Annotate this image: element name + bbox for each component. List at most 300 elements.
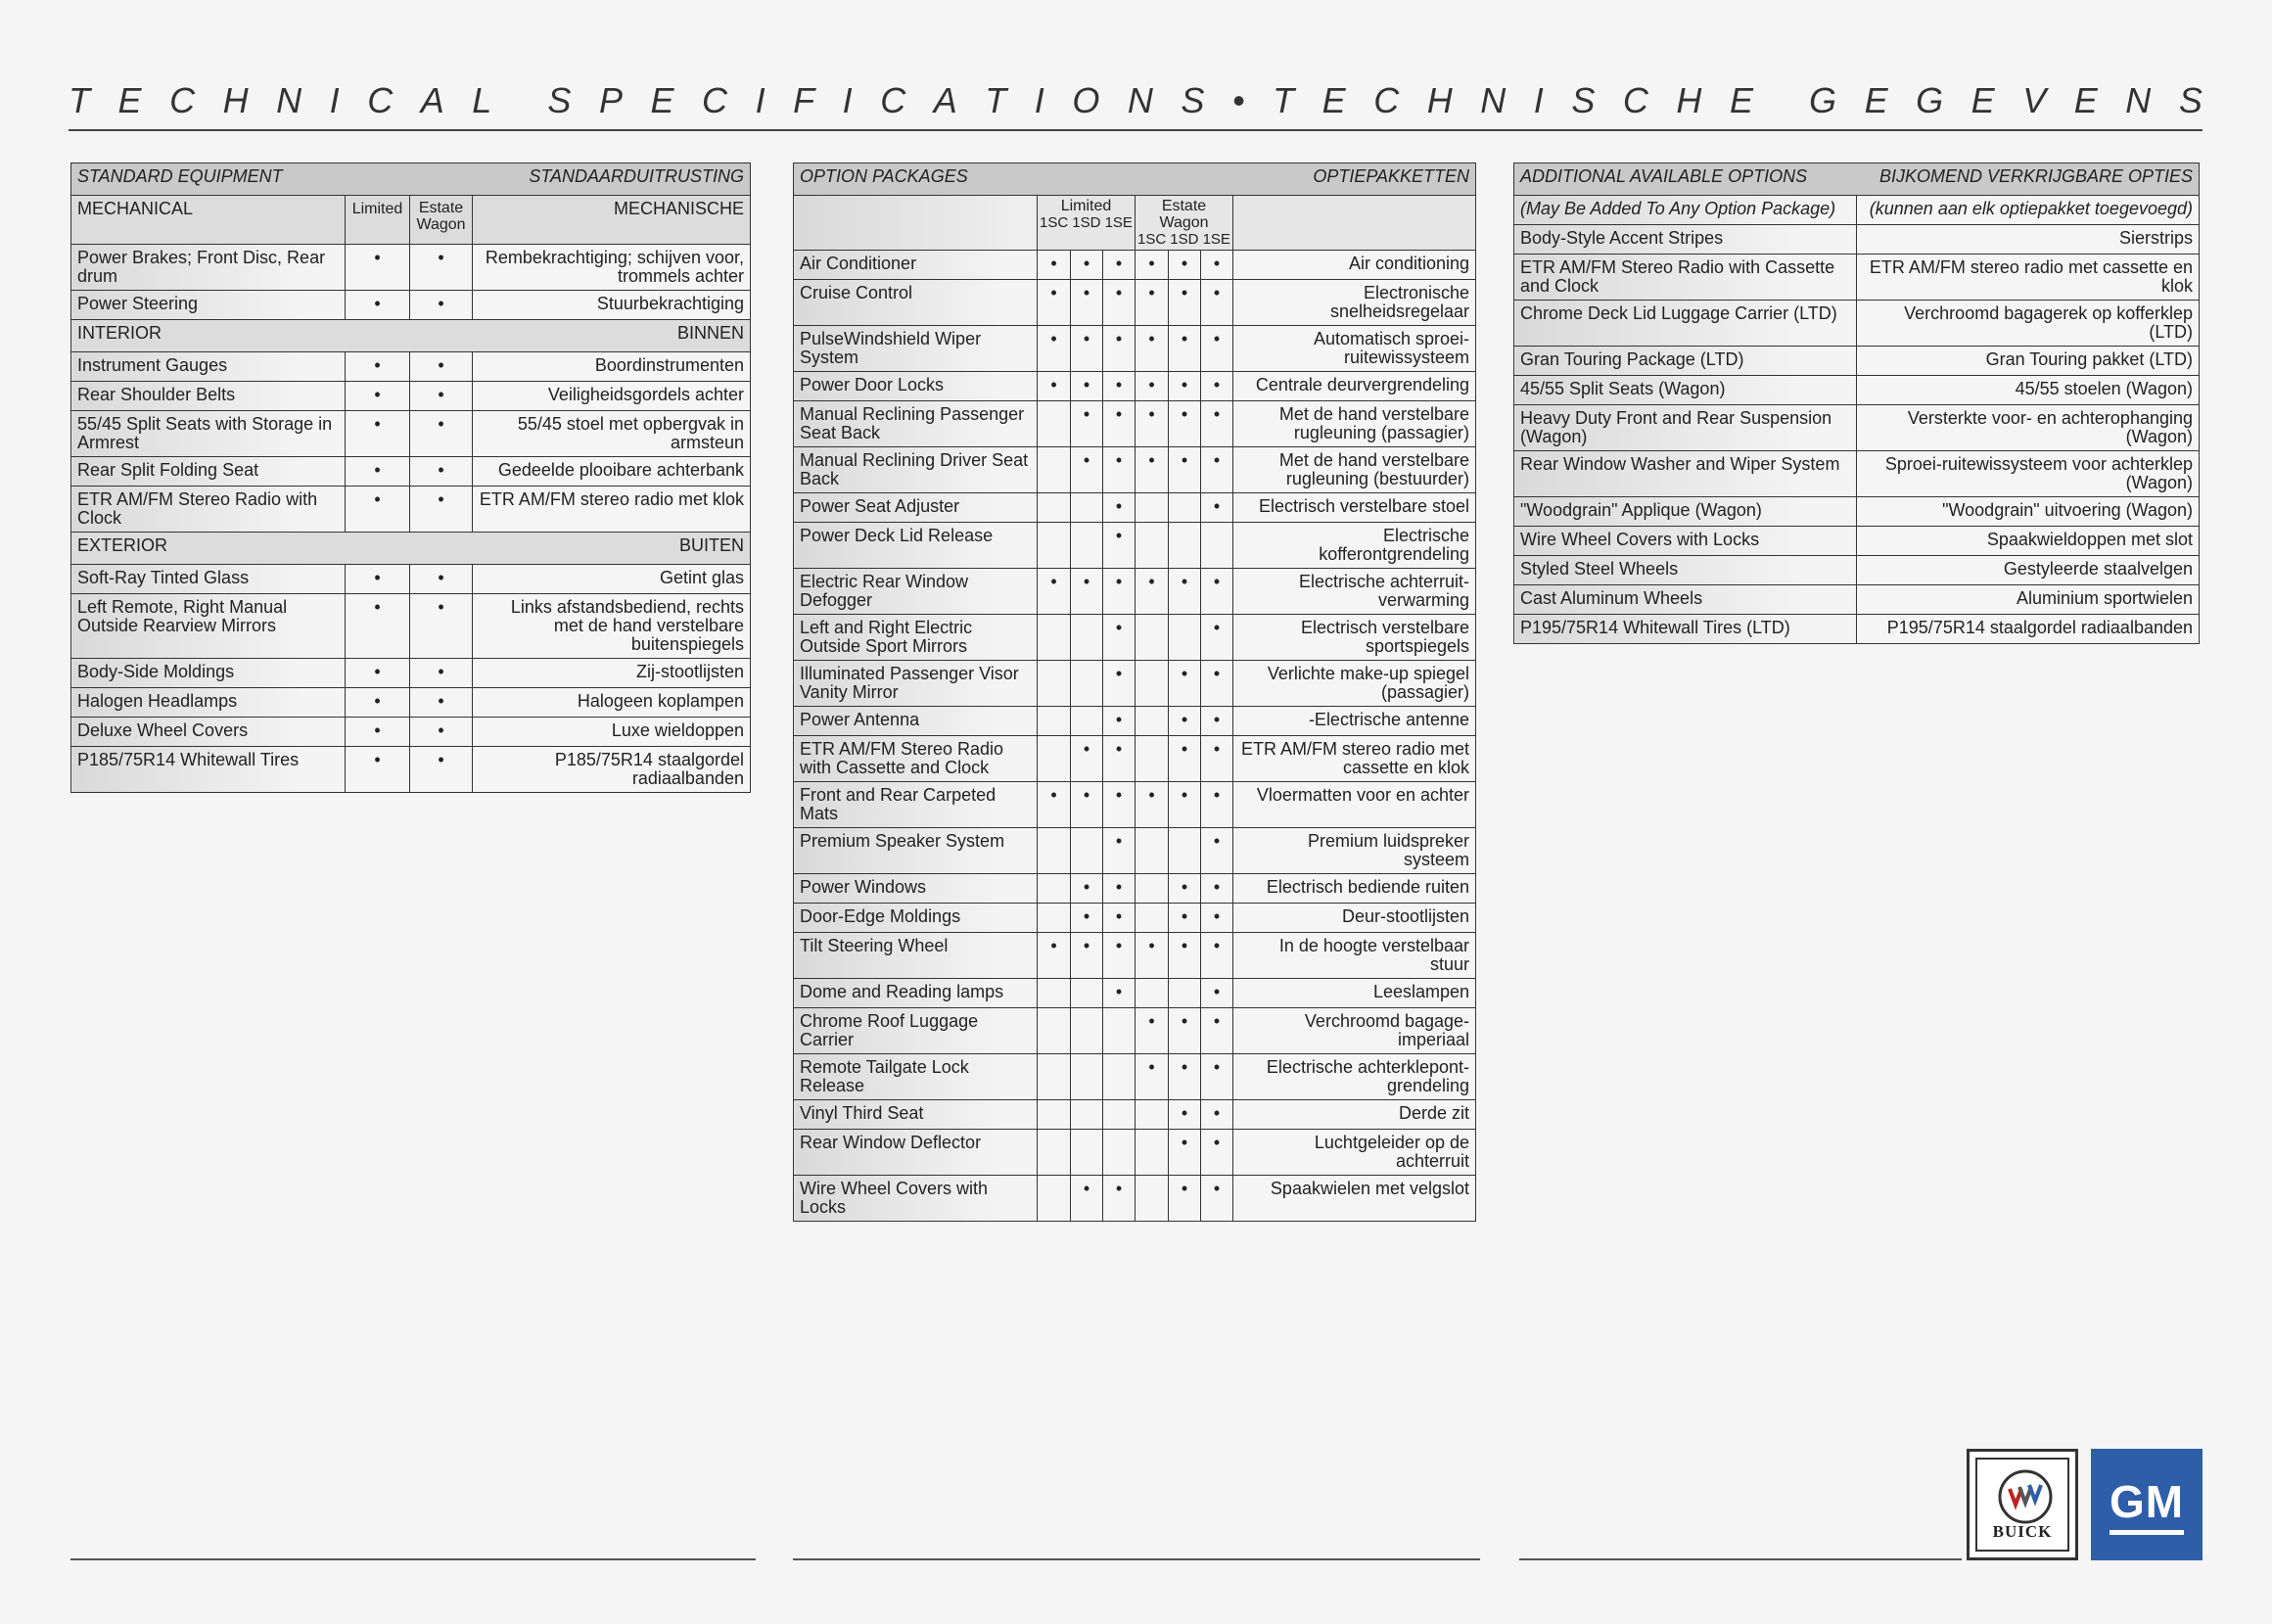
title-letter: G: [1809, 80, 1837, 120]
availability-dot: •: [1169, 736, 1201, 782]
optiepakketten-title: OPTIEPAKKETTEN: [1313, 166, 1470, 186]
availability-dot: •: [410, 352, 473, 382]
gm-logo: [2091, 1449, 2202, 1560]
title-letter: O: [1072, 80, 1100, 120]
availability-dot: •: [1071, 1176, 1103, 1222]
availability-dot: [1136, 904, 1169, 933]
feature-nl: 55/45 stoel met opbergvak in armsteun: [473, 411, 751, 457]
availability-dot: •: [410, 594, 473, 659]
availability-dot: [1136, 736, 1169, 782]
title-letter: I: [755, 80, 765, 120]
title-letter: L: [472, 80, 492, 120]
availability-dot: •: [1136, 447, 1169, 493]
availability-dot: [1169, 615, 1201, 661]
availability-dot: •: [1201, 401, 1233, 447]
availability-dot: [1071, 707, 1103, 736]
package-code: 1SD: [1170, 231, 1199, 248]
option-en: Door-Edge Moldings: [794, 904, 1038, 933]
availability-dot: •: [410, 457, 473, 487]
bijkomend-opties-title: BIJKOMEND VERKRIJGBARE OPTIES: [1878, 166, 2194, 186]
title-letter: S: [1571, 80, 1596, 120]
table-row: [71, 594, 751, 659]
buick-logo-frame: [1975, 1458, 2069, 1552]
package-code: 1SD: [1072, 214, 1101, 231]
title-letter: I: [329, 80, 340, 120]
title-letter: F: [793, 80, 815, 120]
additional-option-nl: Gran Touring pakket (LTD): [1857, 347, 2200, 376]
standard-equipment-title: STANDARD EQUIPMENT: [77, 166, 283, 186]
additional-option-nl: ETR AM/FM stereo radio met cassette en klok: [1857, 255, 2200, 301]
availability-dot: [1071, 615, 1103, 661]
availability-dot: •: [410, 291, 473, 320]
feature-nl: Luxe wieldoppen: [473, 718, 751, 747]
availability-dot: •: [1038, 372, 1071, 401]
option-nl: Electrische achterklepont-grendeling: [1233, 1054, 1476, 1100]
availability-dot: [1038, 615, 1071, 661]
availability-dot: •: [1103, 782, 1136, 828]
option-nl: Electrisch verstelbare stoel: [1233, 493, 1476, 523]
availability-dot: •: [1169, 372, 1201, 401]
table-row: [794, 447, 1476, 493]
title-letter: V: [2022, 80, 2047, 120]
additional-option-nl: Sproei-ruitewissysteem voor achterklep (Wagon): [1857, 451, 2200, 497]
table-row: [71, 411, 751, 457]
table-row: [71, 487, 751, 533]
availability-dot: [1038, 447, 1071, 493]
section-title-en: MECHANICAL: [71, 196, 346, 245]
availability-dot: •: [1136, 372, 1169, 401]
title-letter: S: [2178, 80, 2202, 120]
additional-option-nl: 45/55 stoelen (Wagon): [1857, 376, 2200, 405]
option-en: PulseWindshield Wiper System: [794, 326, 1038, 372]
availability-dot: [1038, 1130, 1071, 1176]
title-letter: H: [1676, 80, 1702, 120]
standard-equipment-banner: [71, 163, 751, 196]
table-row: [794, 569, 1476, 615]
availability-dot: •: [1103, 569, 1136, 615]
section-header-cell: [71, 533, 751, 565]
table-row: [71, 352, 751, 382]
title-letter: S: [1181, 80, 1205, 120]
option-en: Remote Tailgate Lock Release: [794, 1054, 1038, 1100]
title-letter: P: [598, 80, 623, 120]
availability-dot: •: [1201, 615, 1233, 661]
availability-dot: •: [1169, 1054, 1201, 1100]
option-nl: Electrische achterruit-verwarming: [1233, 569, 1476, 615]
title-letter: E: [650, 80, 674, 120]
availability-dot: [1071, 1130, 1103, 1176]
table-row: [1514, 225, 2200, 255]
page-title: [69, 76, 2202, 121]
availability-dot: •: [1103, 615, 1136, 661]
option-en: Tilt Steering Wheel: [794, 933, 1038, 979]
availability-dot: [1103, 1130, 1136, 1176]
availability-dot: [1103, 1008, 1136, 1054]
table-row: [71, 688, 751, 718]
table-row: [71, 747, 751, 793]
availability-dot: •: [1136, 280, 1169, 326]
option-en: Manual Reclining Passenger Seat Back: [794, 401, 1038, 447]
availability-dot: •: [1201, 280, 1233, 326]
table-row: [1514, 585, 2200, 615]
table-row: [794, 979, 1476, 1008]
feature-en: Power Brakes; Front Disc, Rear drum: [71, 245, 346, 291]
option-nl: Electrisch verstelbare sportspiegels: [1233, 615, 1476, 661]
availability-dot: •: [1201, 1008, 1233, 1054]
additional-option-en: Chrome Deck Lid Luggage Carrier (LTD): [1514, 301, 1857, 347]
availability-dot: •: [1201, 874, 1233, 904]
additional-option-en: Rear Window Washer and Wiper System: [1514, 451, 1857, 497]
table-row: [71, 291, 751, 320]
table-row: [794, 904, 1476, 933]
feature-en: 55/45 Split Seats with Storage in Armrest: [71, 411, 346, 457]
additional-option-en: Wire Wheel Covers with Locks: [1514, 527, 1857, 556]
availability-dot: •: [410, 659, 473, 688]
availability-dot: •: [1201, 326, 1233, 372]
availability-dot: [1136, 523, 1169, 569]
feature-en: ETR AM/FM Stereo Radio with Clock: [71, 487, 346, 533]
additional-option-en: Gran Touring Package (LTD): [1514, 347, 1857, 376]
note-en: (May Be Added To Any Option Package): [1514, 196, 1857, 225]
availability-dot: •: [1169, 1176, 1201, 1222]
title-letter: E: [1321, 80, 1346, 120]
availability-dot: •: [346, 718, 410, 747]
title-letter: N: [1127, 80, 1153, 120]
option-en: Rear Window Deflector: [794, 1130, 1038, 1176]
availability-dot: •: [346, 352, 410, 382]
availability-dot: •: [346, 659, 410, 688]
table-row: [794, 372, 1476, 401]
feature-nl: Stuurbekrachtiging: [473, 291, 751, 320]
table-row: [794, 401, 1476, 447]
table-row: [1514, 255, 2200, 301]
option-en: Cruise Control: [794, 280, 1038, 326]
availability-dot: •: [1071, 874, 1103, 904]
availability-dot: •: [346, 594, 410, 659]
availability-dot: •: [1201, 707, 1233, 736]
availability-dot: [1071, 979, 1103, 1008]
availability-dot: •: [410, 487, 473, 533]
availability-dot: •: [1169, 1100, 1201, 1130]
table-row: [794, 661, 1476, 707]
title-letter: H: [1426, 80, 1453, 120]
title-letter: E: [1864, 80, 1888, 120]
option-nl: Vloermatten voor en achter: [1233, 782, 1476, 828]
availability-dot: [1136, 828, 1169, 874]
availability-dot: •: [1071, 326, 1103, 372]
availability-dot: •: [1038, 782, 1071, 828]
availability-dot: [1038, 1054, 1071, 1100]
table-row: [794, 251, 1476, 280]
availability-dot: •: [346, 565, 410, 594]
table-row: [1514, 376, 2200, 405]
option-en: Electric Rear Window Defogger: [794, 569, 1038, 615]
additional-option-nl: "Woodgrain" uitvoering (Wagon): [1857, 497, 2200, 527]
feature-en: Rear Split Folding Seat: [71, 457, 346, 487]
feature-en: Halogen Headlamps: [71, 688, 346, 718]
option-en: Wire Wheel Covers with Locks: [794, 1176, 1038, 1222]
availability-dot: •: [1201, 1176, 1233, 1222]
option-en: Power Deck Lid Release: [794, 523, 1038, 569]
additional-options-title: ADDITIONAL AVAILABLE OPTIONS: [1520, 166, 1808, 186]
availability-dot: •: [1103, 661, 1136, 707]
availability-dot: •: [1201, 447, 1233, 493]
option-nl: Air conditioning: [1233, 251, 1476, 280]
option-nl: Spaakwielen met velgslot: [1233, 1176, 1476, 1222]
additional-options-note: [1514, 196, 2200, 225]
availability-dot: •: [1136, 1054, 1169, 1100]
standaarduitrusting-title: STANDAARDUITRUSTING: [529, 166, 744, 186]
availability-dot: •: [1103, 1176, 1136, 1222]
availability-dot: •: [1169, 933, 1201, 979]
table-row: [794, 1100, 1476, 1130]
availability-dot: •: [1103, 904, 1136, 933]
table-row: [794, 933, 1476, 979]
title-letter: E: [2073, 80, 2098, 120]
feature-nl: Gedeelde plooibare achterbank: [473, 457, 751, 487]
table-row: [1514, 301, 2200, 347]
option-packages-column-head: [794, 196, 1476, 251]
additional-option-nl: Verchroomd bagagerek op kofferklep (LTD): [1857, 301, 2200, 347]
availability-dot: •: [1071, 372, 1103, 401]
title-letter: C: [880, 80, 906, 120]
option-en: Vinyl Third Seat: [794, 1100, 1038, 1130]
availability-dot: •: [1169, 251, 1201, 280]
option-en: Air Conditioner: [794, 251, 1038, 280]
additional-option-nl: Aluminium sportwielen: [1857, 585, 2200, 615]
option-packages-table: [793, 162, 1476, 1222]
availability-dot: •: [1169, 326, 1201, 372]
availability-dot: •: [1103, 251, 1136, 280]
feature-nl: Boordinstrumenten: [473, 352, 751, 382]
feature-en: P185/75R14 Whitewall Tires: [71, 747, 346, 793]
availability-dot: •: [1103, 447, 1136, 493]
table-row: [794, 828, 1476, 874]
availability-dot: •: [1071, 904, 1103, 933]
footer-rule-middle: [793, 1558, 1480, 1560]
availability-dot: •: [1071, 933, 1103, 979]
option-nl: Met de hand verstelbare rugleuning (bestuurder): [1233, 447, 1476, 493]
option-packages-corner: [794, 196, 1038, 251]
availability-dot: •: [1169, 1008, 1201, 1054]
option-packages-title: OPTION PACKAGES: [800, 166, 968, 186]
table-row: [71, 382, 751, 411]
title-letter: T: [985, 80, 1007, 120]
availability-dot: [1136, 1100, 1169, 1130]
title-rule: [69, 129, 2202, 131]
package-code: 1SE: [1202, 231, 1230, 248]
availability-dot: [1038, 401, 1071, 447]
table-row: [794, 707, 1476, 736]
availability-dot: [1038, 828, 1071, 874]
section-header: [71, 533, 751, 565]
table-row: [794, 1008, 1476, 1054]
option-nl: In de hoogte verstelbaar stuur: [1233, 933, 1476, 979]
option-nl: Electronische snelheidsregelaar: [1233, 280, 1476, 326]
option-en: Dome and Reading lamps: [794, 979, 1038, 1008]
additional-option-en: Styled Steel Wheels: [1514, 556, 1857, 585]
option-nl: Leeslampen: [1233, 979, 1476, 1008]
availability-dot: •: [1103, 828, 1136, 874]
additional-options-banner: [1514, 163, 2200, 196]
estate-group-header: [1136, 196, 1233, 251]
availability-dot: [1169, 523, 1201, 569]
option-en: Power Seat Adjuster: [794, 493, 1038, 523]
table-row: [794, 736, 1476, 782]
option-packages-banner: [794, 163, 1476, 196]
additional-option-en: "Woodgrain" Applique (Wagon): [1514, 497, 1857, 527]
availability-dot: •: [410, 411, 473, 457]
feature-en: Rear Shoulder Belts: [71, 382, 346, 411]
table-row: [794, 782, 1476, 828]
availability-dot: •: [1071, 447, 1103, 493]
table-row: [794, 874, 1476, 904]
title-letter: I: [842, 80, 853, 120]
availability-dot: •: [1038, 569, 1071, 615]
availability-dot: [1103, 1054, 1136, 1100]
table-row: [1514, 347, 2200, 376]
option-nl: Electrisch bediende ruiten: [1233, 874, 1476, 904]
availability-dot: [1136, 1176, 1169, 1222]
availability-dot: •: [1136, 251, 1169, 280]
availability-dot: •: [1071, 782, 1103, 828]
availability-dot: •: [1071, 251, 1103, 280]
availability-dot: •: [1169, 447, 1201, 493]
availability-dot: [1136, 707, 1169, 736]
feature-en: Soft-Ray Tinted Glass: [71, 565, 346, 594]
title-letter: A: [420, 80, 444, 120]
availability-dot: •: [1103, 707, 1136, 736]
table-row: [794, 523, 1476, 569]
feature-nl: Rembekrachtiging; schijven voor, trommels achter: [473, 245, 751, 291]
availability-dot: [1136, 615, 1169, 661]
section-header-mechanical: [71, 196, 751, 245]
title-letter: N: [2125, 80, 2152, 120]
title-letter: E: [1971, 80, 1995, 120]
section-title-nl: BINNEN: [676, 323, 744, 343]
title-letter: C: [169, 80, 196, 120]
availability-dot: [1136, 661, 1169, 707]
option-nl: Met de hand verstelbare rugleuning (passagier): [1233, 401, 1476, 447]
availability-dot: [1071, 828, 1103, 874]
availability-dot: •: [346, 411, 410, 457]
availability-dot: [1038, 1100, 1071, 1130]
availability-dot: •: [1201, 933, 1233, 979]
additional-option-en: Cast Aluminum Wheels: [1514, 585, 1857, 615]
additional-option-en: 45/55 Split Seats (Wagon): [1514, 376, 1857, 405]
option-packages-nl-header: [1233, 196, 1476, 251]
availability-dot: •: [1103, 372, 1136, 401]
availability-dot: •: [1038, 280, 1071, 326]
availability-dot: •: [1071, 569, 1103, 615]
availability-dot: •: [1136, 326, 1169, 372]
availability-dot: [1038, 523, 1071, 569]
section-header-labels: [77, 324, 744, 343]
availability-dot: •: [1169, 782, 1201, 828]
availability-dot: •: [1169, 1130, 1201, 1176]
title-separator: •: [1231, 80, 1245, 120]
availability-dot: •: [410, 382, 473, 411]
section-title-en: EXTERIOR: [77, 535, 168, 555]
feature-en: Instrument Gauges: [71, 352, 346, 382]
availability-dot: [1038, 1176, 1071, 1222]
title-letter: T: [1273, 80, 1295, 120]
availability-dot: •: [1169, 280, 1201, 326]
option-en: Power Windows: [794, 874, 1038, 904]
feature-en: Left Remote, Right Manual Outside Rearview Mirrors: [71, 594, 346, 659]
availability-dot: [1071, 661, 1103, 707]
availability-dot: •: [1201, 1054, 1233, 1100]
title-letter: I: [1034, 80, 1044, 120]
table-row: [794, 493, 1476, 523]
title-letter: S: [547, 80, 572, 120]
title-letter: C: [367, 80, 394, 120]
availability-dot: [1071, 1054, 1103, 1100]
buick-wordmark: BUICK: [1992, 1522, 2053, 1541]
availability-dot: •: [1038, 933, 1071, 979]
section-title-nl: BUITEN: [678, 535, 744, 555]
gm-wordmark: GM: [2110, 1475, 2184, 1535]
availability-dot: •: [1201, 569, 1233, 615]
availability-dot: •: [1169, 401, 1201, 447]
option-nl: -Electrische antenne: [1233, 707, 1476, 736]
availability-dot: •: [1038, 326, 1071, 372]
additional-options-table: [1513, 162, 2200, 644]
availability-dot: •: [1103, 874, 1136, 904]
availability-dot: •: [346, 291, 410, 320]
feature-nl: ETR AM/FM stereo radio met klok: [473, 487, 751, 533]
table-row: [794, 1054, 1476, 1100]
availability-dot: •: [1201, 661, 1233, 707]
availability-dot: [1169, 493, 1201, 523]
availability-dot: •: [1201, 251, 1233, 280]
option-en: Illuminated Passenger Visor Vanity Mirror: [794, 661, 1038, 707]
availability-dot: •: [1201, 979, 1233, 1008]
availability-dot: •: [346, 382, 410, 411]
availability-dot: •: [410, 688, 473, 718]
package-code: 1SE: [1104, 214, 1133, 231]
additional-option-en: ETR AM/FM Stereo Radio with Cassette and Clock: [1514, 255, 1857, 301]
availability-dot: •: [1103, 401, 1136, 447]
availability-dot: •: [1103, 280, 1136, 326]
feature-nl: P185/75R14 staalgordel radiaalbanden: [473, 747, 751, 793]
table-row: [794, 1130, 1476, 1176]
table-row: [1514, 497, 2200, 527]
feature-en: Power Steering: [71, 291, 346, 320]
availability-dot: •: [1201, 736, 1233, 782]
availability-dot: [1071, 1008, 1103, 1054]
availability-dot: •: [1038, 251, 1071, 280]
availability-dot: •: [1201, 828, 1233, 874]
availability-dot: •: [1169, 661, 1201, 707]
availability-dot: [1201, 523, 1233, 569]
standard-equipment-table: [70, 162, 751, 793]
availability-dot: [1038, 979, 1071, 1008]
additional-option-nl: Sierstrips: [1857, 225, 2200, 255]
limited-group-header: [1038, 196, 1136, 251]
availability-dot: [1103, 1100, 1136, 1130]
section-title-en: INTERIOR: [77, 323, 162, 343]
option-en: Premium Speaker System: [794, 828, 1038, 874]
option-nl: Premium luidspreker systeem: [1233, 828, 1476, 874]
availability-dot: •: [1201, 782, 1233, 828]
availability-dot: •: [346, 457, 410, 487]
availability-dot: •: [1136, 933, 1169, 979]
availability-dot: [1038, 874, 1071, 904]
title-letter: A: [933, 80, 957, 120]
availability-dot: •: [410, 245, 473, 291]
option-nl: Verlichte make-up spiegel (passagier): [1233, 661, 1476, 707]
